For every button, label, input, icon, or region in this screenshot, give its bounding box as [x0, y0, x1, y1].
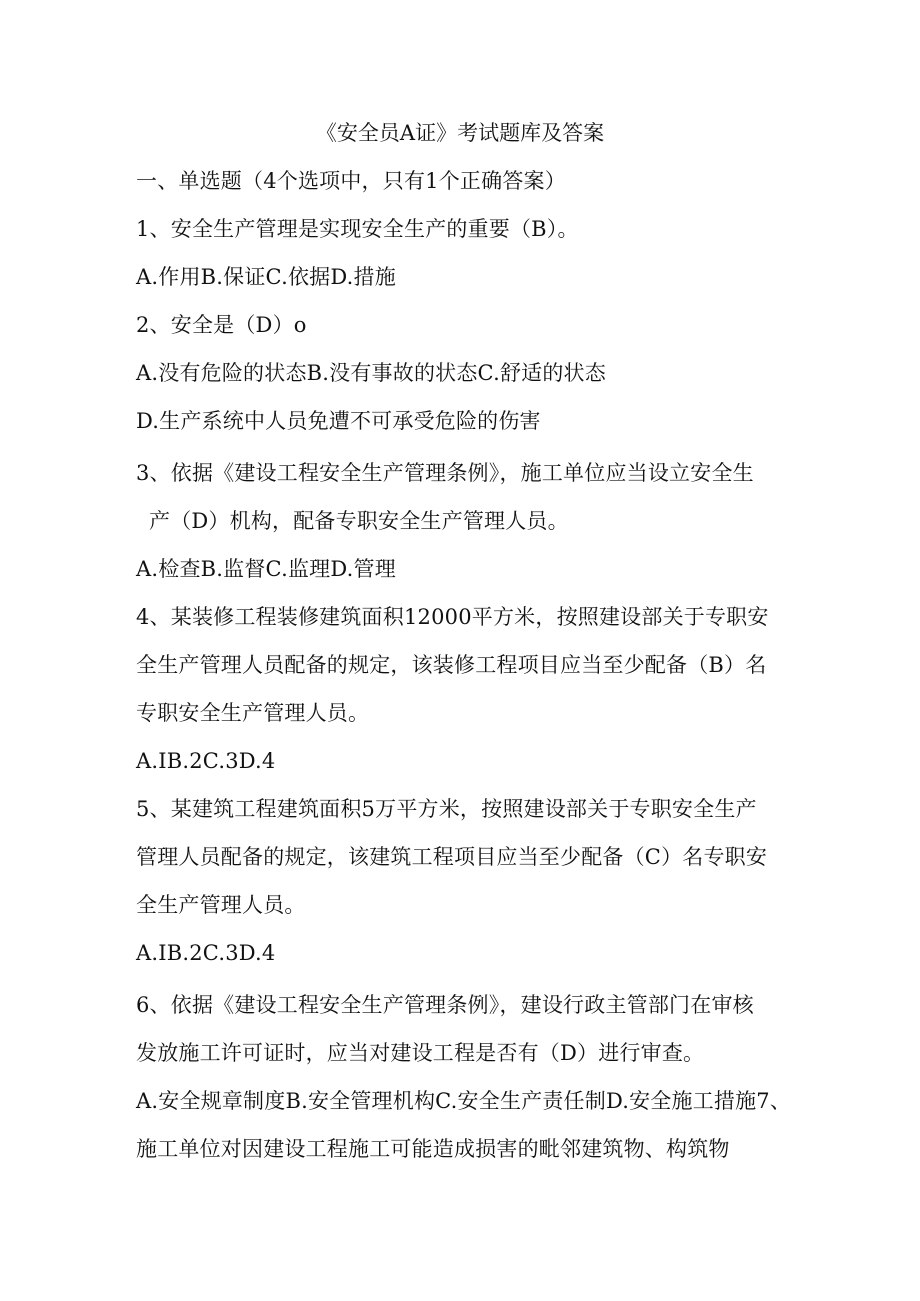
- question-text: 施工单位对因建设工程施工可能造成损害的毗邻建筑物、构筑物: [136, 1137, 730, 1161]
- question-text: 全生产管理人员配备的规定，该装修工程项目应当至少配备（B）名: [136, 653, 767, 677]
- question-text: 全生产管理人员。: [136, 893, 306, 917]
- answer-options: A.IB.2C.3D.4: [136, 941, 276, 965]
- question-text: 2、安全是（D）o: [136, 313, 307, 337]
- answer-options: A.作用B.保证C.依据D.措施: [136, 265, 396, 289]
- question-text: 5、某建筑工程建筑面积5万平方米，按照建设部关于专职安全生产: [136, 797, 757, 821]
- answer-options: A.没有危险的状态B.没有事故的状态C.舒适的状态: [136, 361, 606, 385]
- answer-options: A.检查B.监督C.监理D.管理: [136, 557, 396, 581]
- answer-options: A.安全规章制度B.安全管理机构C.安全生产责任制D.安全施工措施7、: [136, 1089, 792, 1113]
- answer-options: D.生产系统中人员免遭不可承受危险的伤害: [136, 409, 541, 433]
- answer-options: A.IB.2C.3D.4: [136, 749, 276, 773]
- question-text: 产（D）机构，配备专职安全生产管理人员。: [149, 509, 569, 533]
- question-text: 专职安全生产管理人员。: [136, 701, 370, 725]
- question-text: 发放施工许可证时，应当对建设工程是否有（D）进行审查。: [136, 1041, 705, 1065]
- section-heading: 一、单选题（4个选项中，只有1个正确答案）: [136, 169, 566, 193]
- question-text: 4、某装修工程装修建筑面积12000平方米，按照建设部关于专职安: [136, 605, 769, 629]
- question-text: 3、依据《建设工程安全生产管理条例》，施工单位应当设立安全生: [136, 461, 754, 485]
- question-text: 管理人员配备的规定，该建筑工程项目应当至少配备（C）名专职安: [136, 845, 768, 869]
- document-title: 《安全员A证》考试题库及答案: [315, 121, 605, 145]
- question-text: 6、依据《建设工程安全生产管理条例》，建设行政主管部门在审核: [136, 993, 754, 1017]
- question-text: 1、安全生产管理是实现安全生产的重要（B）。: [136, 217, 579, 241]
